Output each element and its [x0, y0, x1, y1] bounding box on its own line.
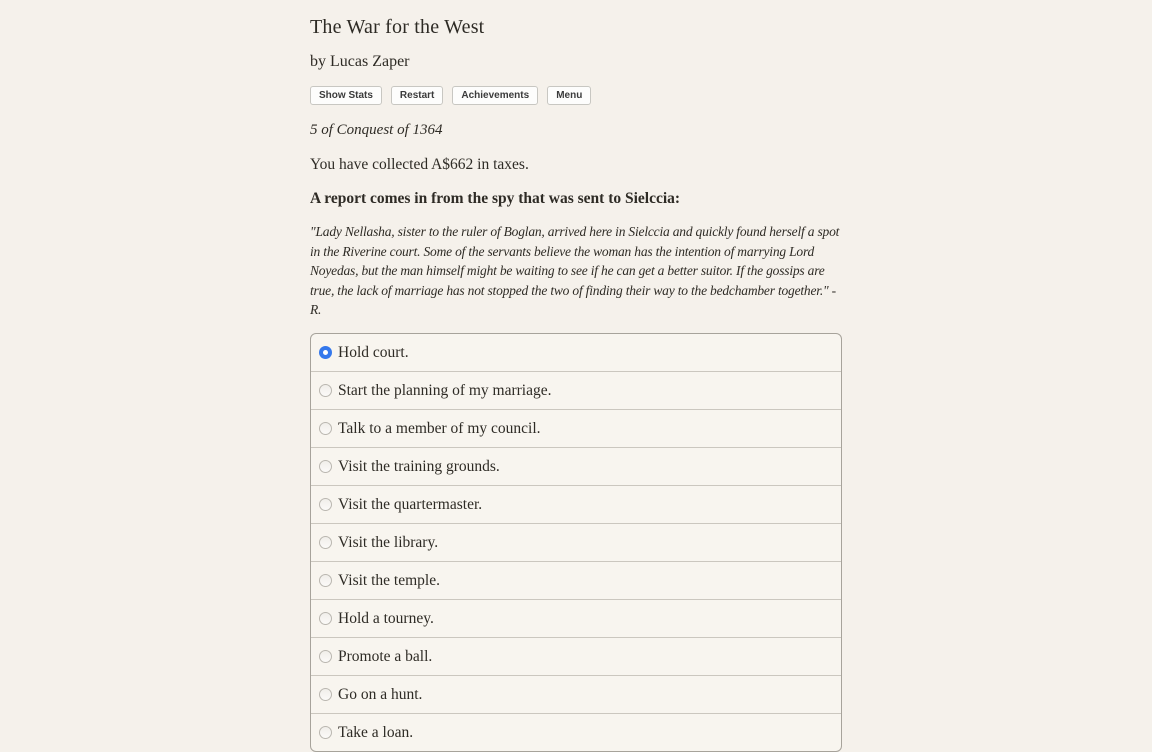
choice-option-row-0[interactable] [311, 334, 841, 371]
radio-selected-icon[interactable] [319, 346, 332, 359]
radio-unselected-icon[interactable] [319, 688, 332, 701]
radio-unselected-icon[interactable] [319, 460, 332, 473]
in-game-date: 5 of Conquest of 1364 [310, 122, 443, 138]
choice-option-label: Visit the library. [338, 533, 439, 551]
choice-option-row-3[interactable] [311, 447, 841, 485]
spy-report-quote: "Lady Nellasha, sister to the ruler of Boglan, arrived here in Sielccia and quickly found herself a spot in the Riverine court. Some of the servants believe the woman has the intention of marrying Lord Noyedas, but the man himself might be waiting to see if he can get a better suitor. If the gossips are true, the lack of marriage has not stopped the two of finding their way to the bedchamber together." - R. [310, 224, 840, 317]
radio-unselected-icon[interactable] [319, 612, 332, 625]
choice-option-row-2[interactable] [311, 409, 841, 447]
choice-option-label: Go on a hunt. [338, 685, 423, 703]
radio-unselected-icon[interactable] [319, 650, 332, 663]
choice-option-label: Visit the temple. [338, 571, 440, 589]
choice-option-row-10[interactable] [311, 713, 841, 751]
choice-option-label: Talk to a member of my council. [338, 419, 541, 437]
choice-option-label: Visit the quartermaster. [338, 495, 483, 513]
choice-option-row-4[interactable] [311, 485, 841, 523]
choice-option-label: Hold court. [338, 343, 409, 361]
achievements-button[interactable]: Achievements [452, 86, 538, 105]
story-page [310, 0, 842, 752]
radio-unselected-icon[interactable] [319, 422, 332, 435]
restart-button[interactable]: Restart [391, 86, 443, 105]
choice-option-row-1[interactable] [311, 371, 841, 409]
author-byline: by Lucas Zaper [310, 53, 410, 70]
tax-collection-text: You have collected A$662 in taxes. [310, 156, 529, 173]
game-toolbar [310, 86, 842, 105]
radio-unselected-icon[interactable] [319, 384, 332, 397]
choice-option-row-8[interactable] [311, 637, 841, 675]
choice-option-row-6[interactable] [311, 561, 841, 599]
page-title: The War for the West [310, 16, 485, 38]
choice-option-label: Promote a ball. [338, 647, 433, 665]
show-stats-button[interactable]: Show Stats [310, 86, 382, 105]
radio-unselected-icon[interactable] [319, 726, 332, 739]
choice-list [310, 333, 842, 752]
choice-option-row-9[interactable] [311, 675, 841, 713]
radio-unselected-icon[interactable] [319, 536, 332, 549]
radio-unselected-icon[interactable] [319, 498, 332, 511]
menu-button[interactable]: Menu [547, 86, 591, 105]
radio-unselected-icon[interactable] [319, 574, 332, 587]
choice-option-row-7[interactable] [311, 599, 841, 637]
choice-option-label: Visit the training grounds. [338, 457, 500, 475]
choice-option-label: Start the planning of my marriage. [338, 381, 552, 399]
choice-option-label: Take a loan. [338, 723, 414, 741]
choice-option-label: Hold a tourney. [338, 609, 434, 627]
spy-report-heading: A report comes in from the spy that was sent to Sielccia: [310, 190, 681, 207]
choice-option-row-5[interactable] [311, 523, 841, 561]
